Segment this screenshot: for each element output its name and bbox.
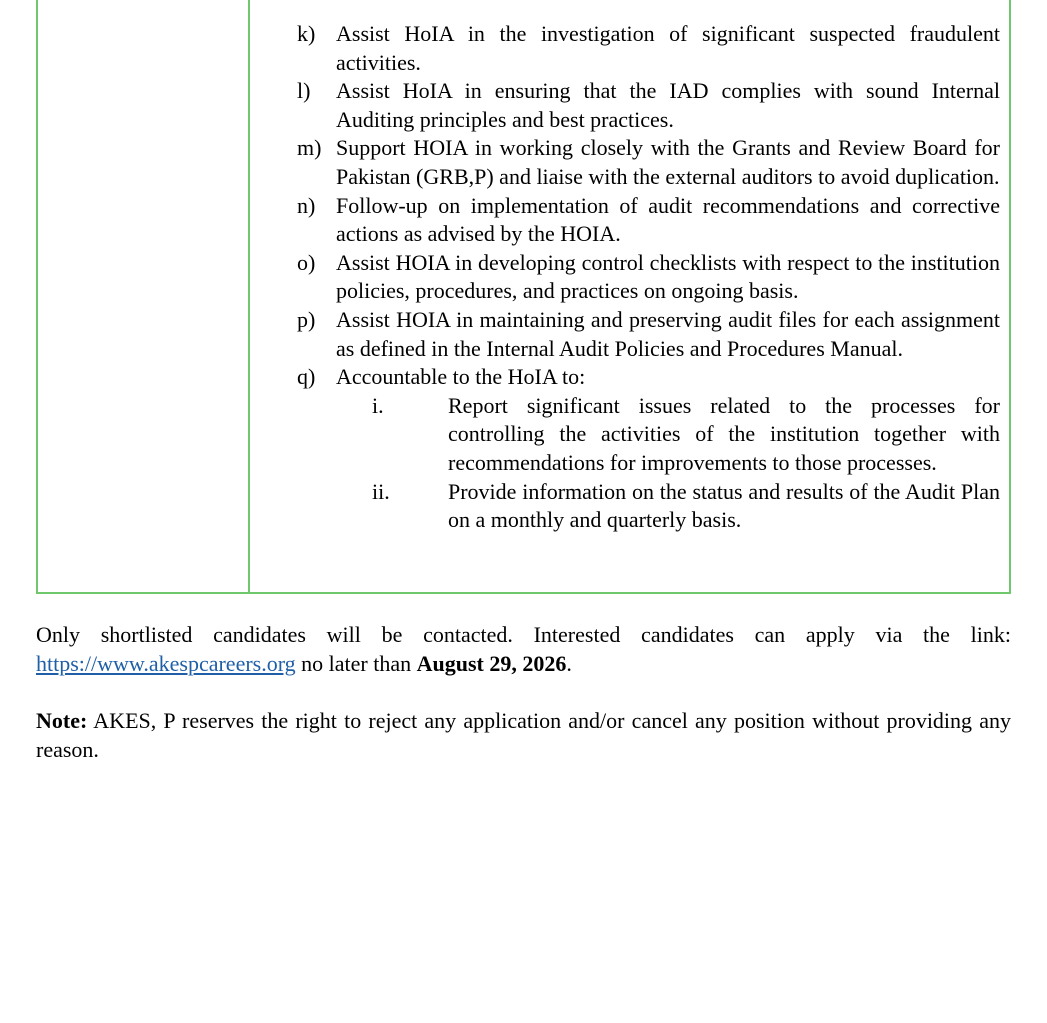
application-paragraph xyxy=(36,621,1011,678)
duty-text: Support HOIA in working closely with the Grants and Review Board for Pakistan (GRB,P) and liaise with the external auditors to avoid duplication. xyxy=(336,135,1000,189)
sub-duty-text: Report significant issues related to the processes for controlling the activities of the institution together with recommendations for improvements to those processes. xyxy=(448,392,1000,475)
list-marker: m) xyxy=(297,135,322,161)
sub-duty-item-ii xyxy=(297,478,1000,535)
list-marker: o) xyxy=(297,249,316,275)
duty-text: Assist HoIA in ensuring that the IAD complies with sound Internal Auditing principles and best practices. xyxy=(336,78,1000,132)
careers-link[interactable]: https://www.akespcareers.org xyxy=(36,650,296,676)
list-marker: k) xyxy=(297,21,316,46)
sub-duty-item-i xyxy=(297,392,1000,478)
sub-duty-text: Provide information on the status and results of the Audit Plan on a monthly and quarterly basis. xyxy=(448,478,1000,533)
duty-item-p xyxy=(297,306,1000,363)
responsibilities-table xyxy=(36,0,1011,594)
application-deadline: August 29, 2026 xyxy=(416,650,567,676)
duty-text: Assist HoIA in the investigation of significant suspected fraudulent activities. xyxy=(336,21,1000,75)
note-paragraph xyxy=(36,707,1011,764)
table-column-divider xyxy=(248,0,250,592)
note-text: AKES, P reserves the right to reject any application and/or cancel any position without providing any reason. xyxy=(36,708,1011,762)
list-marker: p) xyxy=(297,306,316,332)
list-marker: l) xyxy=(297,78,311,104)
application-end: . xyxy=(566,650,572,676)
application-middle: no later than xyxy=(301,650,412,676)
duty-item-n xyxy=(297,192,1000,249)
responsibilities-cell xyxy=(297,20,1000,535)
duty-text: Assist HOIA in developing control checklists with respect to the institution policies, procedures, and practices on ongoing basis. xyxy=(336,249,1000,304)
duty-text: Follow-up on implementation of audit recommendations and corrective actions as advised by the HOIA. xyxy=(336,192,1000,247)
duty-item-k xyxy=(297,20,1000,77)
list-marker: q) xyxy=(297,364,316,390)
document-page xyxy=(36,0,1011,762)
sub-list-marker: i. xyxy=(372,392,384,418)
application-intro: Only shortlisted candidates will be contacted. Interested candidates can apply via the link: xyxy=(36,622,1011,647)
duty-item-l xyxy=(297,77,1000,134)
sub-list-marker: ii. xyxy=(372,478,390,504)
note-label: Note: xyxy=(36,708,88,733)
duty-item-o xyxy=(297,249,1000,306)
duty-item-q xyxy=(297,363,1000,392)
duty-item-m xyxy=(297,134,1000,191)
duty-text: Accountable to the HoIA to: xyxy=(336,364,586,390)
list-marker: n) xyxy=(297,192,316,218)
duty-text: Assist HOIA in maintaining and preserving audit files for each assignment as defined in the Internal Audit Policies and Procedures Manual. xyxy=(336,306,1000,361)
